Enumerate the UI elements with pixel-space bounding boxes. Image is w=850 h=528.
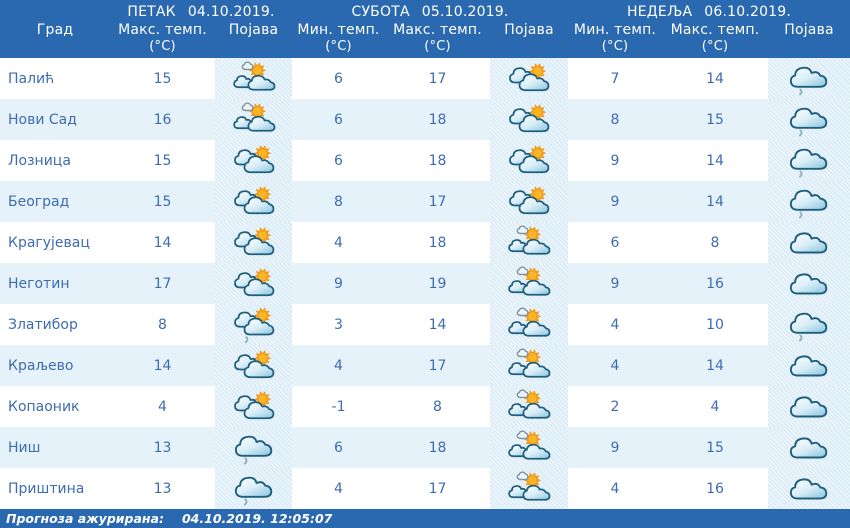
temp-value: 9 bbox=[568, 427, 662, 468]
weather-icon-cell bbox=[215, 345, 292, 386]
city-name: Приштина bbox=[0, 468, 110, 509]
temp-value: 6 bbox=[292, 140, 385, 181]
col-header-sun-appearance: Појава bbox=[768, 21, 850, 39]
cloudy-icon bbox=[786, 265, 832, 303]
temp-value: 3 bbox=[292, 304, 385, 345]
weather-icon-cell bbox=[215, 427, 292, 468]
weather-icon-cell bbox=[215, 222, 292, 263]
temp-value: 9 bbox=[568, 181, 662, 222]
weather-icon-cell bbox=[490, 222, 568, 263]
weather-icon-cell bbox=[215, 140, 292, 181]
day-date: 04.10.2019. bbox=[187, 4, 275, 20]
city-name: Лозница bbox=[0, 140, 110, 181]
temp-value: 4 bbox=[568, 468, 662, 509]
temp-value: 16 bbox=[662, 468, 768, 509]
temp-value: 7 bbox=[568, 58, 662, 99]
partly-sunny-icon bbox=[231, 101, 277, 139]
cloudy-drizzle-icon bbox=[231, 429, 277, 467]
forecast-row bbox=[0, 345, 850, 386]
weather-icon-cell bbox=[768, 181, 850, 222]
weather-icon-cell bbox=[490, 99, 568, 140]
partly-sunny-icon bbox=[506, 265, 552, 303]
forecast-row bbox=[0, 468, 850, 509]
weather-icon-cell bbox=[490, 468, 568, 509]
weather-icon-cell bbox=[490, 263, 568, 304]
unit-spacer bbox=[215, 39, 292, 58]
weather-icon-cell bbox=[215, 99, 292, 140]
weather-icon-cell bbox=[215, 263, 292, 304]
temp-value: 8 bbox=[662, 222, 768, 263]
temp-value: 15 bbox=[110, 58, 215, 99]
temp-value: 17 bbox=[385, 58, 490, 99]
city-name: Палић bbox=[0, 58, 110, 99]
weather-icon-cell bbox=[768, 99, 850, 140]
cloudy-drizzle-icon bbox=[231, 470, 277, 508]
temp-value: 16 bbox=[110, 99, 215, 140]
forecast-row bbox=[0, 222, 850, 263]
unit-label: (°C) bbox=[292, 39, 385, 58]
cloudy-icon bbox=[786, 224, 832, 262]
temp-value: 10 bbox=[662, 304, 768, 345]
day-date: 06.10.2019. bbox=[704, 4, 792, 20]
weather-icon-cell bbox=[490, 140, 568, 181]
weather-icon-cell bbox=[490, 181, 568, 222]
forecast-row bbox=[0, 263, 850, 304]
weather-icon-cell bbox=[768, 304, 850, 345]
temp-value: 14 bbox=[662, 140, 768, 181]
header-spacer bbox=[0, 0, 110, 21]
temp-value: 14 bbox=[385, 304, 490, 345]
partly-sunny-icon bbox=[506, 388, 552, 426]
weather-icon-cell bbox=[768, 345, 850, 386]
temp-value: 14 bbox=[662, 181, 768, 222]
unit-label: (°C) bbox=[110, 39, 215, 58]
partly-sunny-icon bbox=[231, 60, 277, 98]
temp-value: 17 bbox=[385, 345, 490, 386]
temp-value: 4 bbox=[110, 386, 215, 427]
table-header bbox=[0, 0, 850, 58]
weather-icon-cell bbox=[768, 222, 850, 263]
weather-icon-cell bbox=[215, 468, 292, 509]
partly-sunny-icon bbox=[506, 224, 552, 262]
temp-value: 17 bbox=[385, 181, 490, 222]
weather-icon-cell bbox=[490, 427, 568, 468]
partly-sunny-icon bbox=[506, 306, 552, 344]
updated-timestamp: 04.10.2019. 12:05:07 bbox=[181, 511, 333, 526]
temp-value: 8 bbox=[568, 99, 662, 140]
temp-value: 14 bbox=[110, 222, 215, 263]
mostly-cloudy-icon bbox=[506, 60, 552, 98]
temp-value: 15 bbox=[110, 140, 215, 181]
temp-value: 4 bbox=[568, 304, 662, 345]
day-name: СУБОТА bbox=[351, 4, 410, 20]
weather-icon-cell bbox=[215, 304, 292, 345]
weather-icon-cell bbox=[215, 181, 292, 222]
forecast-row bbox=[0, 58, 850, 99]
forecast-row bbox=[0, 140, 850, 181]
temp-value: 6 bbox=[292, 58, 385, 99]
temp-value: 15 bbox=[110, 181, 215, 222]
forecast-table-body bbox=[0, 58, 850, 509]
temp-value: 4 bbox=[292, 222, 385, 263]
temp-value: 4 bbox=[292, 345, 385, 386]
temp-value: 8 bbox=[292, 181, 385, 222]
status-label: Прогноза ажурирана: bbox=[6, 511, 164, 526]
cloudy-icon bbox=[786, 347, 832, 385]
col-header-fri-max-temp: Макс. темп. bbox=[110, 21, 215, 39]
mostly-cloudy-icon bbox=[231, 347, 277, 385]
day-header-saturday bbox=[292, 0, 568, 21]
col-header-sun-min-temp: Мин. темп. bbox=[568, 21, 662, 39]
mostly-cloudy-icon bbox=[506, 183, 552, 221]
day-name: ПЕТАК bbox=[127, 4, 176, 20]
weather-icon-cell bbox=[490, 386, 568, 427]
partly-sunny-icon bbox=[506, 470, 552, 508]
temp-value: 2 bbox=[568, 386, 662, 427]
partly-sunny-icon bbox=[506, 429, 552, 467]
col-header-sat-min-temp: Мин. темп. bbox=[292, 21, 385, 39]
day-name: НЕДЕЉА bbox=[626, 4, 693, 20]
cloudy-icon bbox=[786, 388, 832, 426]
forecast-row bbox=[0, 181, 850, 222]
temp-value: 18 bbox=[385, 99, 490, 140]
temp-value: 17 bbox=[110, 263, 215, 304]
city-name: Неготин bbox=[0, 263, 110, 304]
cloudy-drizzle-icon bbox=[786, 306, 832, 344]
col-header-fri-appearance: Појава bbox=[215, 21, 292, 39]
temp-value: 18 bbox=[385, 427, 490, 468]
temp-value: 6 bbox=[292, 427, 385, 468]
mostly-cloudy-icon bbox=[506, 101, 552, 139]
unit-spacer bbox=[0, 39, 110, 58]
weather-icon-cell bbox=[768, 58, 850, 99]
temp-value: 4 bbox=[568, 345, 662, 386]
temp-value: 14 bbox=[662, 58, 768, 99]
unit-label: (°C) bbox=[385, 39, 490, 58]
forecast-row bbox=[0, 386, 850, 427]
weather-icon-cell bbox=[490, 304, 568, 345]
day-header-friday bbox=[110, 0, 292, 21]
temp-value: 8 bbox=[385, 386, 490, 427]
temp-value: 15 bbox=[662, 427, 768, 468]
weather-icon-cell bbox=[768, 263, 850, 304]
city-name: Нови Сад bbox=[0, 99, 110, 140]
mostly-cloudy-icon bbox=[231, 224, 277, 262]
col-header-sat-max-temp: Макс. темп. bbox=[385, 21, 490, 39]
forecast-row bbox=[0, 427, 850, 468]
weather-icon-cell bbox=[490, 58, 568, 99]
forecast-row bbox=[0, 99, 850, 140]
cloudy-drizzle-icon bbox=[786, 101, 832, 139]
temp-value: -1 bbox=[292, 386, 385, 427]
unit-spacer bbox=[768, 39, 850, 58]
temp-value: 17 bbox=[385, 468, 490, 509]
col-header-city: Град bbox=[0, 21, 110, 39]
city-name: Ниш bbox=[0, 427, 110, 468]
cloudy-drizzle-icon bbox=[786, 183, 832, 221]
unit-label: (°C) bbox=[662, 39, 768, 58]
mostly-cloudy-icon bbox=[231, 265, 277, 303]
cloudy-drizzle-icon bbox=[786, 60, 832, 98]
mostly-cloudy-icon bbox=[506, 142, 552, 180]
mostly-cloudy-icon bbox=[231, 388, 277, 426]
partly-sunny-icon bbox=[506, 347, 552, 385]
status-bar bbox=[0, 509, 850, 528]
cloudy-icon bbox=[786, 429, 832, 467]
weather-icon-cell bbox=[768, 386, 850, 427]
temp-value: 6 bbox=[292, 99, 385, 140]
temp-value: 14 bbox=[110, 345, 215, 386]
temp-value: 4 bbox=[662, 386, 768, 427]
city-name: Београд bbox=[0, 181, 110, 222]
forecast-row bbox=[0, 304, 850, 345]
city-name: Златибор bbox=[0, 304, 110, 345]
temp-value: 8 bbox=[110, 304, 215, 345]
temp-value: 19 bbox=[385, 263, 490, 304]
temp-value: 9 bbox=[292, 263, 385, 304]
city-name: Копаоник bbox=[0, 386, 110, 427]
temp-value: 18 bbox=[385, 140, 490, 181]
cloudy-icon bbox=[786, 470, 832, 508]
temp-value: 18 bbox=[385, 222, 490, 263]
weather-icon-cell bbox=[215, 386, 292, 427]
temp-value: 9 bbox=[568, 263, 662, 304]
weather-icon-cell bbox=[768, 427, 850, 468]
col-header-sun-max-temp: Макс. темп. bbox=[662, 21, 768, 39]
day-date: 05.10.2019. bbox=[421, 4, 509, 20]
cloudy-drizzle-icon bbox=[786, 142, 832, 180]
temp-value: 16 bbox=[662, 263, 768, 304]
weather-icon-cell bbox=[215, 58, 292, 99]
day-header-sunday bbox=[568, 0, 850, 21]
unit-spacer bbox=[490, 39, 568, 58]
temp-value: 15 bbox=[662, 99, 768, 140]
temp-value: 6 bbox=[568, 222, 662, 263]
temp-value: 14 bbox=[662, 345, 768, 386]
mostly-cloudy-icon bbox=[231, 183, 277, 221]
temp-value: 13 bbox=[110, 427, 215, 468]
col-header-sat-appearance: Појава bbox=[490, 21, 568, 39]
weather-icon-cell bbox=[768, 468, 850, 509]
temp-value: 13 bbox=[110, 468, 215, 509]
mostly-cloudy-icon bbox=[231, 142, 277, 180]
mostly-cloudy-drizzle-icon bbox=[231, 306, 277, 344]
temp-value: 9 bbox=[568, 140, 662, 181]
city-name: Крагујевац bbox=[0, 222, 110, 263]
weather-icon-cell bbox=[490, 345, 568, 386]
weather-icon-cell bbox=[768, 140, 850, 181]
unit-label: (°C) bbox=[568, 39, 662, 58]
city-name: Краљево bbox=[0, 345, 110, 386]
temp-value: 4 bbox=[292, 468, 385, 509]
